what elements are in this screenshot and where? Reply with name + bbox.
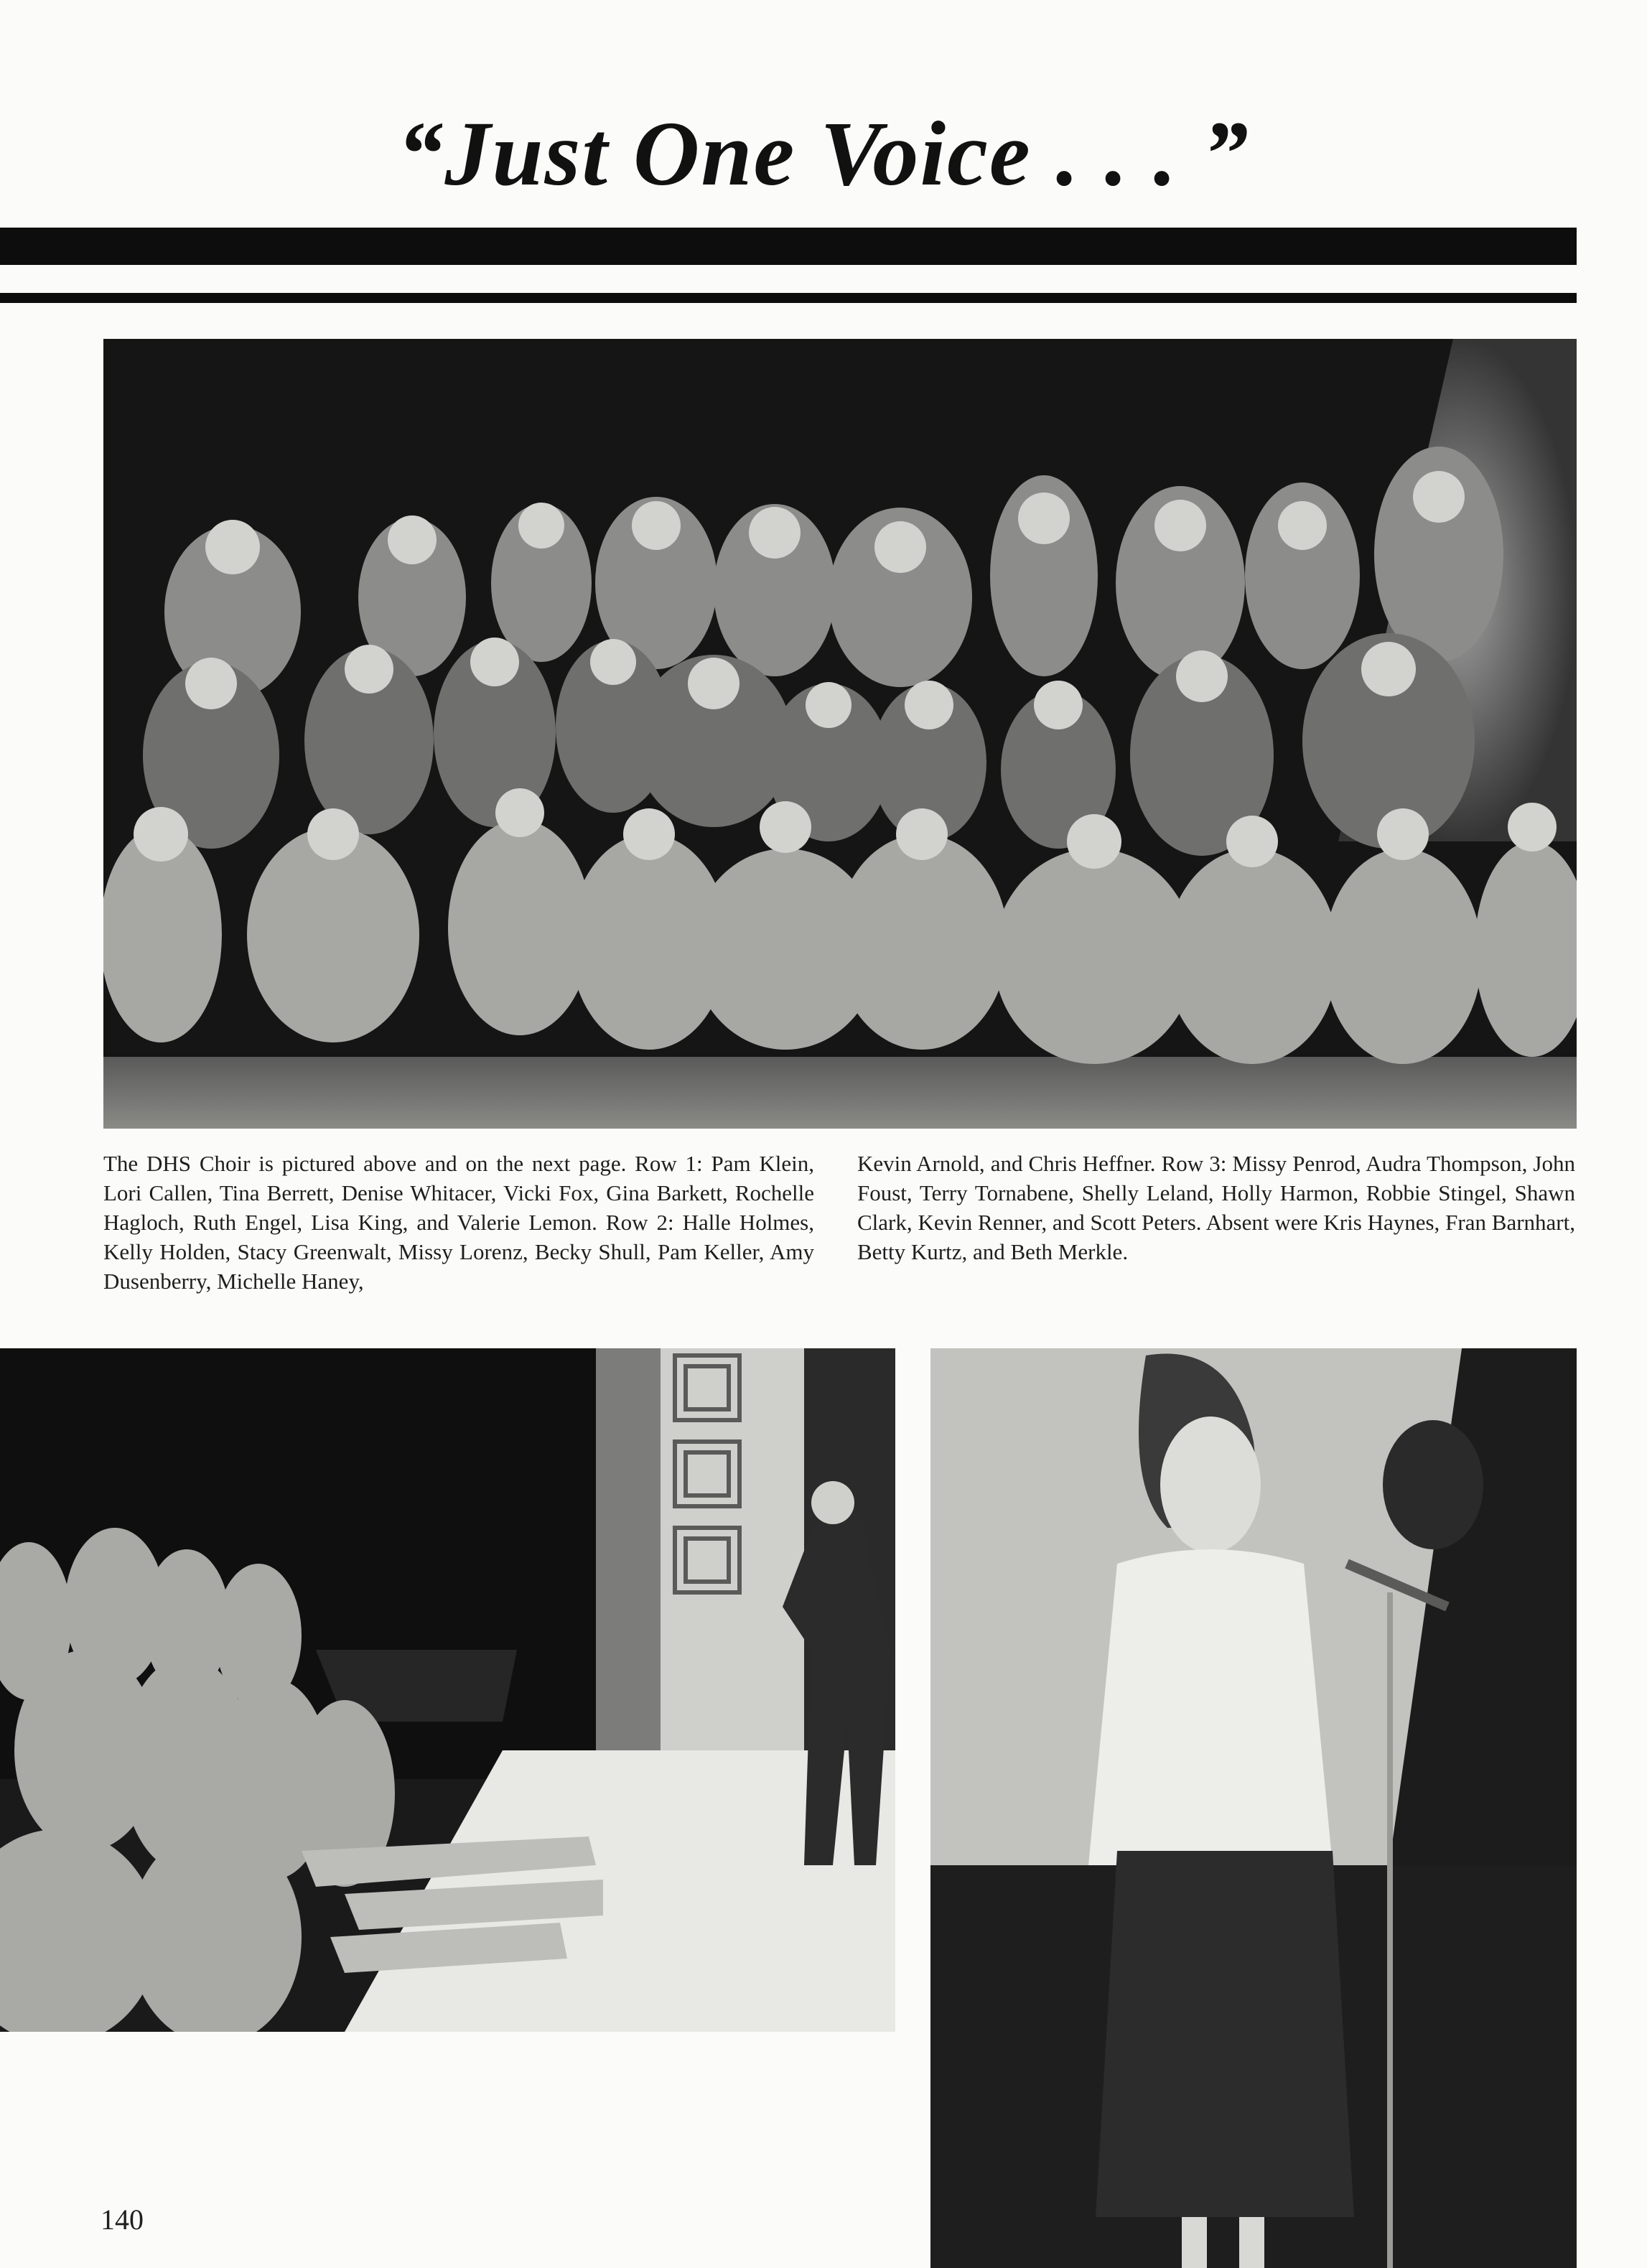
- header-rule-thick: [0, 228, 1577, 265]
- header-rule-thin: [0, 293, 1577, 303]
- soloist-photo: [930, 1348, 1577, 2268]
- choir-group-photo: [103, 339, 1577, 1129]
- page-number: 140: [101, 2203, 144, 2236]
- page-title: “Just One Voice . . . ”: [397, 103, 1250, 205]
- photo-caption-left: The DHS Choir is pictured above and on the next page. Row 1: Pam Klein, Lori Callen, Tina Berrett, Denise Whitacer, Vicki Fox, Gina Barkett, Rochelle Hagloch, Ruth Engel, Lisa King, and Valerie Lemon. Row 2: Halle Holmes, Kelly Holden, Stacy Greenwalt, Missy Lorenz, Becky Shull, Pam Keller, Amy Dusenberry, Michelle Haney,: [103, 1151, 814, 1294]
- photo-caption-right: Kevin Arnold, and Chris Heffner. Row 3: Missy Penrod, Audra Thompson, John Foust, Terry Tornabene, Shelly Leland, Holly Harmon, Robbie Stingel, Shawn Clark, Kevin Renner, and Scott Peters. Absent were Kris Haynes, Fran Barnhart, Betty Kurtz, and Beth Merkle.: [857, 1151, 1575, 1264]
- choir-rehearsal-photo: [0, 1348, 895, 2032]
